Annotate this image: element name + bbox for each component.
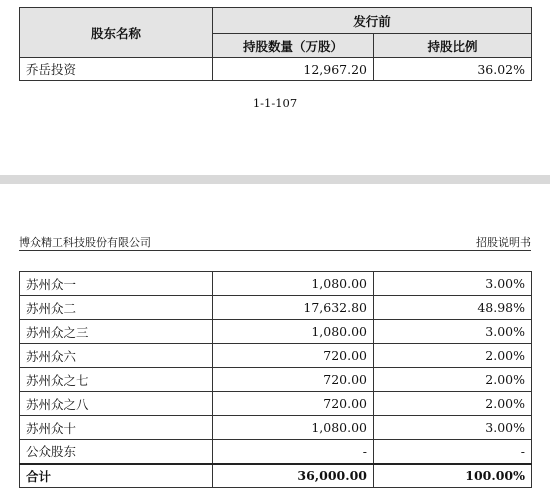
header-divider bbox=[19, 250, 531, 251]
page-header bbox=[19, 234, 531, 250]
shareholder-name-cell: 苏州众之八 bbox=[20, 392, 213, 416]
shares-cell: 720.00 bbox=[213, 344, 374, 368]
shareholder-name-cell: 苏州众二 bbox=[20, 296, 213, 320]
shares-cell: 1,080.00 bbox=[213, 320, 374, 344]
holding-ratio-header: 持股比例 bbox=[374, 34, 532, 58]
table-row bbox=[20, 58, 532, 81]
shares-cell: 720.00 bbox=[213, 392, 374, 416]
ratio-cell: - bbox=[374, 440, 532, 464]
shareholder-name-header: 股东名称 bbox=[20, 8, 213, 58]
shares-cell: 12,967.20 bbox=[213, 58, 374, 81]
shares-cell: 17,632.80 bbox=[213, 296, 374, 320]
shareholder-name-cell: 公众股东 bbox=[20, 440, 213, 464]
pre-issue-header: 发行前 bbox=[213, 8, 532, 34]
ratio-cell: 2.00% bbox=[374, 392, 532, 416]
total-shares-cell: 36,000.00 bbox=[213, 464, 374, 488]
table-row bbox=[20, 344, 532, 368]
table-row bbox=[20, 296, 532, 320]
table-row bbox=[20, 416, 532, 440]
ratio-cell: 2.00% bbox=[374, 344, 532, 368]
shares-held-header: 持股数量（万股） bbox=[213, 34, 374, 58]
table-row bbox=[20, 320, 532, 344]
shareholder-name-cell: 苏州众之七 bbox=[20, 368, 213, 392]
page-number: 1-1-107 bbox=[252, 96, 298, 110]
shareholding-table-top bbox=[19, 7, 532, 81]
ratio-cell: 36.02% bbox=[374, 58, 532, 81]
shares-cell: 1,080.00 bbox=[213, 416, 374, 440]
page-separator bbox=[0, 175, 550, 184]
total-ratio-cell: 100.00% bbox=[374, 464, 532, 488]
shareholder-name-cell: 苏州众一 bbox=[20, 272, 213, 296]
document-title: 招股说明书 bbox=[476, 236, 531, 249]
shares-cell: 720.00 bbox=[213, 368, 374, 392]
shares-cell: 1,080.00 bbox=[213, 272, 374, 296]
total-label-cell: 合计 bbox=[20, 464, 213, 488]
shareholder-name-cell: 苏州众之三 bbox=[20, 320, 213, 344]
table-row bbox=[20, 368, 532, 392]
shareholder-name-cell: 苏州众十 bbox=[20, 416, 213, 440]
total-row bbox=[20, 464, 532, 488]
shares-cell: - bbox=[213, 440, 374, 464]
table-header-row bbox=[20, 8, 532, 34]
ratio-cell: 2.00% bbox=[374, 368, 532, 392]
shareholder-name-cell: 乔岳投资 bbox=[20, 58, 213, 81]
ratio-cell: 48.98% bbox=[374, 296, 532, 320]
table-row bbox=[20, 272, 532, 296]
ratio-cell: 3.00% bbox=[374, 320, 532, 344]
shareholder-name-cell: 苏州众六 bbox=[20, 344, 213, 368]
ratio-cell: 3.00% bbox=[374, 416, 532, 440]
company-name: 博众精工科技股份有限公司 bbox=[19, 236, 151, 249]
table-row bbox=[20, 392, 532, 416]
table-row bbox=[20, 440, 532, 464]
ratio-cell: 3.00% bbox=[374, 272, 532, 296]
shareholding-table-bottom bbox=[19, 271, 532, 488]
